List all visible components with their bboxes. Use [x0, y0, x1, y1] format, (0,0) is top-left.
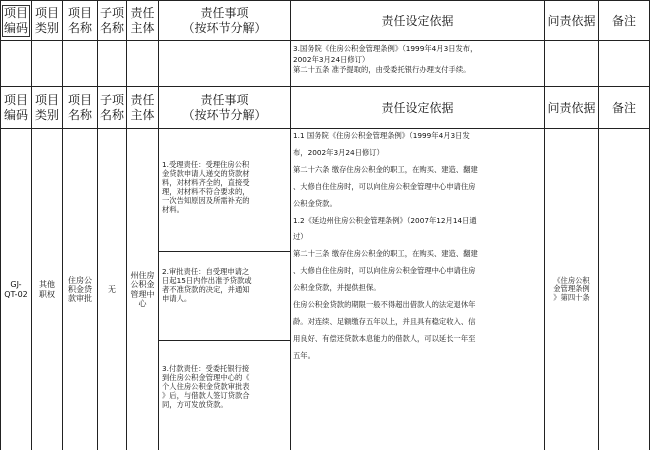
repeat-header-accountability-basis: 问责依据	[547, 100, 596, 115]
repeat-header-item-category: 项目 类别	[34, 93, 59, 122]
repeat-header-item-code: 项目 编码	[3, 93, 28, 122]
row-basis-text: 1.1 国务院《住房公积金管理条例》（1999年4月3日发 布，2002年3月24日修订） 第二十六条 缴存住房公积金的职工，在购买、建造、翻建 、大修自住住房时，可以向住房公积金管理中心申请住房 公积金贷款。 1.2《延边州住房公积金管理条例》（2007年12月14日通 过） 第二十三条 缴存住房公积金的职工，在购买、建造、翻建 、大修自住住房时，可以向住房公积金管理中心申请住房 公积金贷款，并提供担保。 住房公积金贷款的期限一般不得超出借款人的法定退休年 龄。对连续、足额缴存五年以上，并且具有稳定收入、信 用良好、有偿还贷款本息能力的借款人，可以延长一年至 五年。	[293, 131, 478, 360]
repeat-header-responsible-body: 责任 主体	[130, 93, 155, 122]
row-item-code: GJ- QT-02	[4, 280, 28, 299]
repeat-header-item-name: 项目 名称	[67, 93, 92, 122]
row-item-category: 其他 职权	[39, 280, 55, 299]
header-responsibility-matters: 责任事项 （按环节分解）	[182, 6, 267, 35]
grid-col-line	[290, 0, 291, 450]
grid-col-line	[158, 0, 159, 450]
row-remarks	[599, 129, 649, 450]
row-responsible-body: 州住房 公积金 管理中 心	[130, 271, 155, 308]
header-accountability-basis: 问责依据	[547, 13, 596, 28]
matter-acceptance: 1.受理责任：受理住房公积 金贷款申请人递交的贷款材 料，对材料齐全的，直接受 理，对材料不符合要求的， 一次告知原因及所需补充的 材料。	[162, 160, 250, 214]
header-remarks: 备注	[611, 13, 636, 28]
row-sub-item-name: 无	[108, 284, 116, 294]
row-accountability-basis: 《住房公积 金管理条例 》第四十条	[553, 275, 590, 302]
header-responsibility-basis: 责任设定依据	[381, 13, 454, 28]
matter-divider-2	[158, 340, 290, 341]
header-item-code: 项目 编码	[3, 6, 28, 35]
matter-divider-1	[158, 251, 290, 252]
repeat-header-remarks: 备注	[611, 100, 636, 115]
header-item-category: 项目 类别	[34, 6, 59, 35]
header-sub-item-name: 子项 名称	[99, 6, 124, 35]
repeat-header-responsibility-basis: 责任设定依据	[381, 100, 454, 115]
matter-approval: 2.审批责任：自受理申请之 日起15日内作出准予贷款或 者不准贷款的决定，并通知 申请人。	[162, 267, 252, 303]
repeat-header-responsibility-matters: 责任事项 （按环节分解）	[182, 93, 267, 122]
continuation-basis-text: 3.国务院《住房公积金管理条例》（1999年4月3日发布， 2002年3月24日修订） 第二十五条 准予提取的，由受委托银行办理支付手续。	[293, 44, 478, 74]
header-item-name: 项目 名称	[67, 6, 92, 35]
matter-payment: 3.付款责任：受委托银行接 到住房公积金管理中心的《 个人住房公积金贷款审批表 》后，与借款人签订贷款合 同，方可发放贷款。	[162, 364, 250, 409]
repeat-header-sub-item-name: 子项 名称	[99, 93, 124, 122]
row-item-name: 住房公 积金贷 款审批	[68, 275, 92, 304]
header-responsible-body: 责任 主体	[130, 6, 155, 35]
